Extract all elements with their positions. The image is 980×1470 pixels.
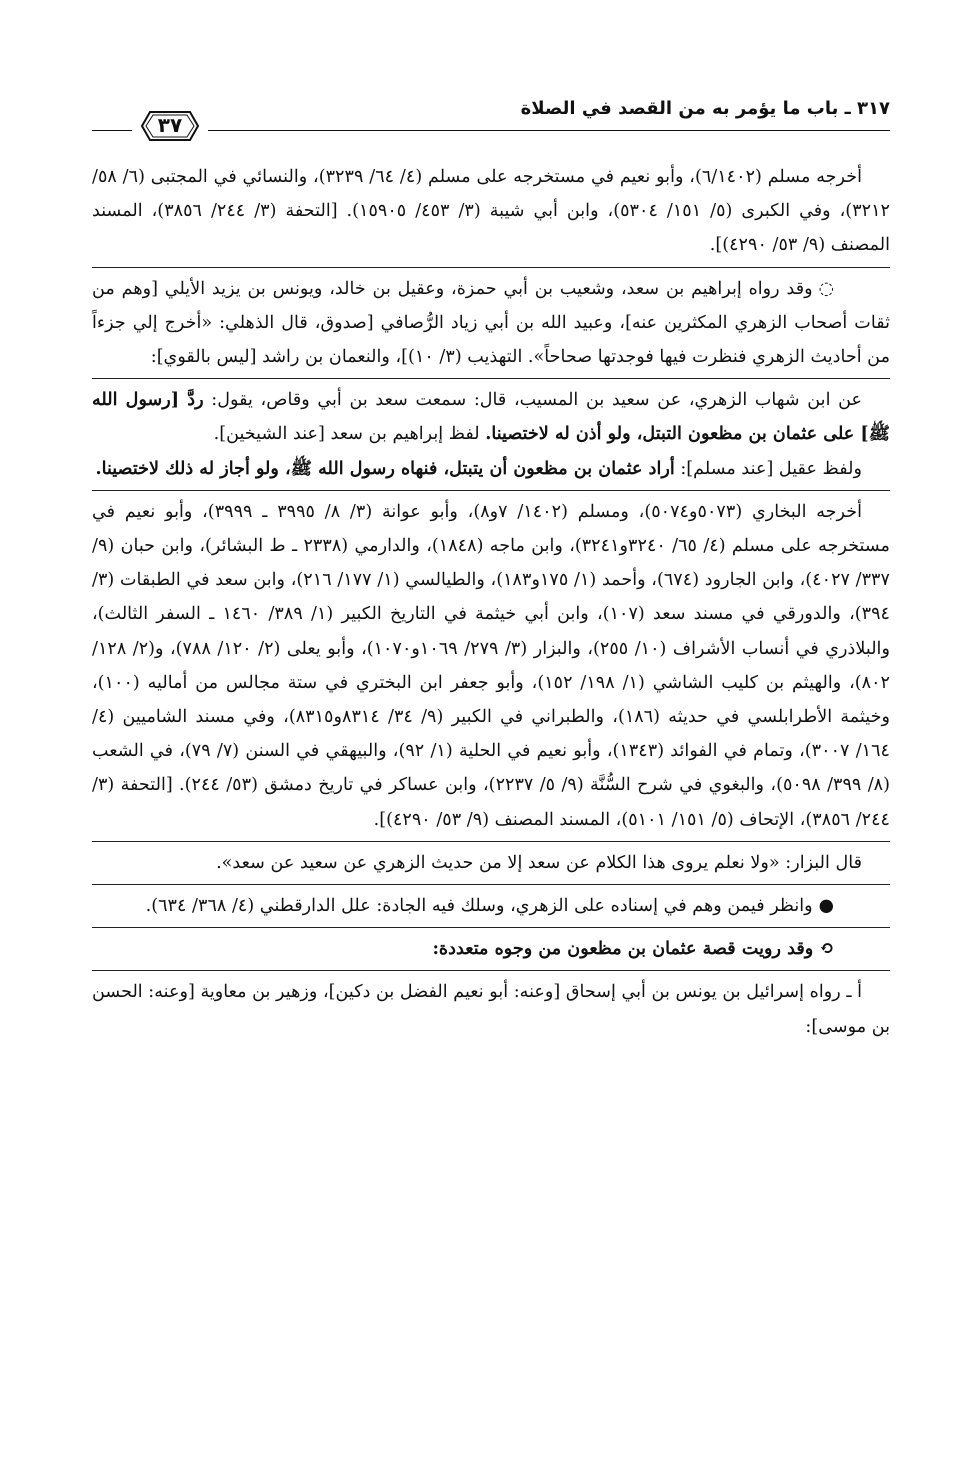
- page-number-badge: [132, 106, 208, 146]
- paragraph-6: قال البزار: «ولا نعلم يروى هذا الكلام عن سعد إلا من حديث الزهري عن سعيد عن سعد».: [216, 852, 862, 873]
- page-body: [92, 160, 890, 1044]
- divider: [92, 378, 890, 379]
- divider: [92, 267, 890, 268]
- paragraph-3: عن ابن شهاب الزهري، عن سعيد بن المسيب، قال: سمعت سعد بن أبي وقاص، يقول: ردَّ [رسول الله ﷺ] على عثمان بن مظعون التبتل، ولو أذن له لاختصينا. لفظ إبراهيم بن سعد [عند الشيخين].: [92, 389, 890, 445]
- arrow-marker-icon: ⟲: [819, 938, 834, 960]
- paragraph-7: ●وانظر فيمن وهم في إسناده على الزهري، وسلك فيه الجادة: علل الدارقطني (٤/ ٣٦٨/ ٦٣٤).: [92, 889, 890, 923]
- page-number: ٣٧: [157, 113, 183, 137]
- paragraph-9: أ ـ رواه إسرائيل بن يونس بن أبي إسحاق [وعنه: أبو نعيم الفضل بن دكين]، وزهير بن معاوية [وعنه: الحسن بن موسى]:: [92, 982, 890, 1037]
- paragraph-5: أخرجه البخاري (٥٠٧٣و٥٠٧٤)، ومسلم (١٤٠٢/ ٧و٨)، وأبو عوانة (٣/ ٨/ ٣٩٩٥ ـ ٣٩٩٩)، وأبو نعيم في مستخرجه على مسلم (٤/ ٦٥/ ٣٢٤٠و٣٢٤١)، وابن ماجه (١٨٤٨)، والدارمي (٢٣٣٨ ـ ط البشائر)، وابن حبان (٩/ ٣٣٧/ ٤٠٢٧)، وابن الجارود (٦٧٤)، وأحمد (١/ ١٧٥و١٨٣)، والطيالسي (١/ ١٧٧/ ٢١٦)، وابن سعد في الطبقات (٣/ ٣٩٤)، والدورقي في مسند سعد (١٠٧)، وابن أبي خيثمة في التاريخ الكبير (١/ ٣٨٩/ ١٤٦٠ ـ السفر الثالث)، والبلاذري في أنساب الأشراف (١٠/ ٢٥٥)، والبزار (٣/ ٢٧٩/ ١٠٦٩و١٠٧٠)، وأبو يعلى (٢/ ١٢٠/ ٧٨٨)، و(٢/ ١٢٨/ ٨٠٢)، والهيثم بن كليب الشاشي (١/ ١٩٨/ ١٥٢)، وأبو جعفر ابن البختري في ستة مجالس من أماليه (١٠٠)، وخيثمة الأطرابلسي في حديثه (١٨٦)، والطبراني في الكبير (٩/ ٣٤/ ٨٣١٤و٨٣١٥)، وفي مسند الشاميين (٤/ ١٦٤/ ٣٠٠٧)، وتمام في الفوائد (١٣٤٣)، وأبو نعيم في الحلية (١/ ٩٢)، والبيهقي في السنن (٧/ ٧٩)، في الشعب (٨/ ٣٩٩/ ٥٠٩٨)، والبغوي في شرح السُّنَّة (٩/ ٥/ ٢٢٣٧)، وابن عساكر في تاريخ دمشق (٥٣/ ٢٤٤). [التحفة (٣/ ٢٤٤/ ٣٨٥٦)، الإتحاف (٥/ ١٥١/ ٥١٠١)، المسند المصنف (٩/ ٥٣/ ٤٢٩٠)].: [92, 501, 891, 830]
- divider: [92, 490, 890, 491]
- header-rule: [92, 130, 890, 131]
- paragraph-4: ولفظ عقيل [عند مسلم]: أراد عثمان بن مظعون أن يتبتل، فنهاه رسول الله ﷺ، ولو أجاز له ذلك لاختصينا.: [95, 457, 862, 479]
- paragraph-1: أخرجه مسلم (٦/١٤٠٢)، وأبو نعيم في مستخرجه على مسلم (٤/ ٦٤/ ٣٢٣٩)، والنسائي في المجتبى (٦/ ٥٨/ ٣٢١٢)، وفي الكبرى (٥/ ١٥١/ ٥٣٠٤)، وابن أبي شيبة (٣/ ٤٥٣/ ١٥٩٠٥). [التحفة (٣/ ٢٤٤/ ٣٨٥٦)، المسند المصنف (٩/ ٥٣/ ٤٢٩٠)].: [92, 167, 890, 256]
- paragraph-2: ◌وقد رواه إبراهيم بن سعد، وشعيب بن أبي حمزة، وعقيل بن خالد، ويونس بن يزيد الأيلي [وهم من ثقات أصحاب الزهري المكثرين عنه]، وعبيد الله بن أبي زياد الرُّصافي [صدوق، قال الذهلي: «أخرج إلي جزءاً من أحاديث الزهري فنظرت فيها فوجدتها صحاحاً». التهذيب (٣/ ١٠)]، والنعمان بن راشد [ليس بالقوي]:: [92, 272, 890, 375]
- page: [92, 86, 890, 1044]
- divider: [92, 884, 890, 885]
- divider: [92, 970, 890, 971]
- divider: [92, 841, 890, 842]
- paragraph-8: ⟲وقد رويت قصة عثمان بن مظعون من وجوه متعددة:: [92, 932, 890, 966]
- divider: [92, 927, 890, 928]
- running-title: ٣١٧ ـ باب ما يؤمر به من القصد في الصلاة: [520, 98, 890, 119]
- circle-marker-icon: ◌: [818, 278, 834, 299]
- page-header: [92, 86, 890, 138]
- bullet-icon: ●: [818, 896, 834, 917]
